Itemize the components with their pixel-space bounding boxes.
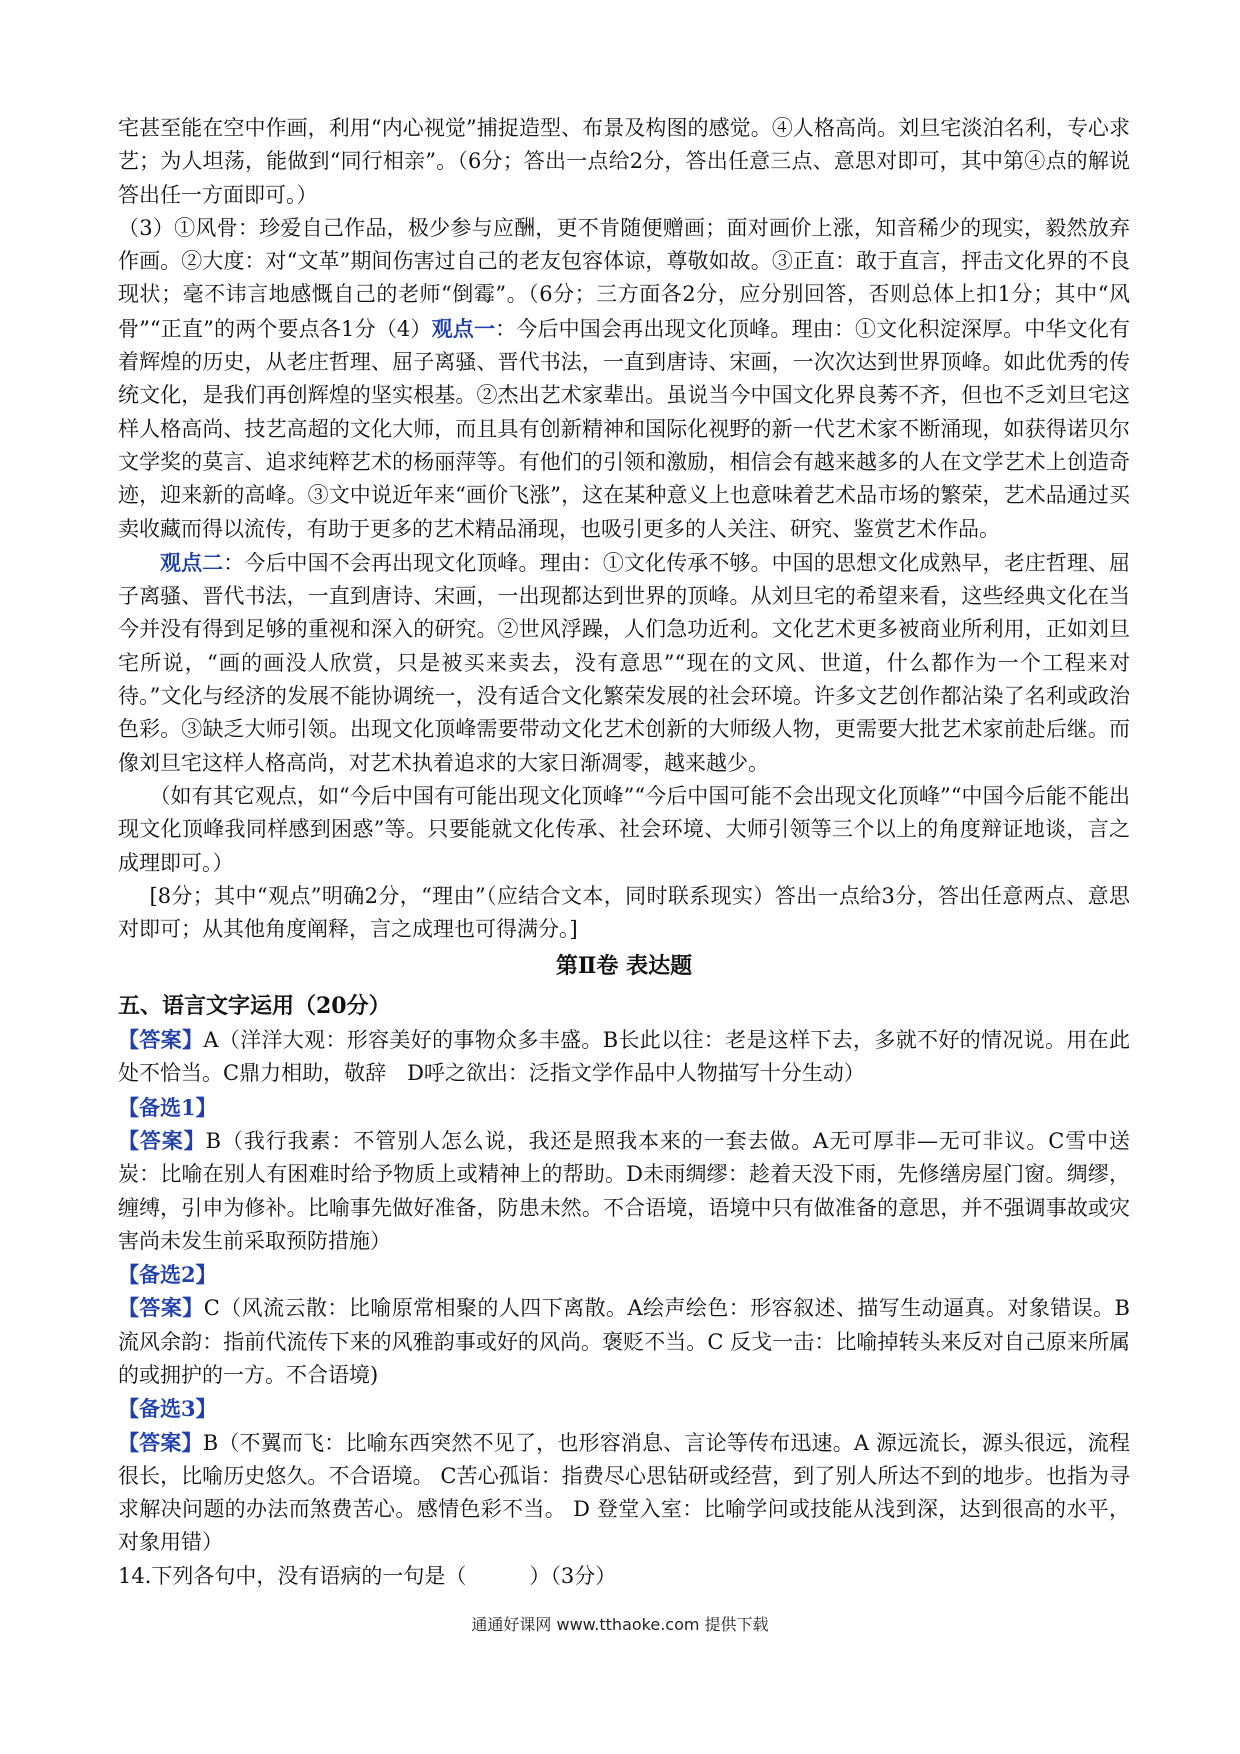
alt-3-label: 【备选3】 <box>118 1396 217 1422</box>
volume-title: 第Ⅱ卷 表达题 <box>555 953 693 980</box>
answer-label: 【答案】 <box>118 1127 206 1153</box>
answer-1: 【答案】A（洋洋大观：形容美好的事物众多丰盛。B长此以往：老是这样下去，多就不好的情况说。用在此处不恰当。C鼎力相助，敬辞 D呼之欲出：泛指文学作品中人物描写十分生动） <box>118 1027 1130 1086</box>
alt-2-label: 【备选2】 <box>118 1262 217 1288</box>
answer-4: 【答案】B（不翼而飞：比喻东西突然不见了，也形容消息、言论等传布迅速。A 源远流长，源头很远，流程很长，比喻历史悠久。不合语境。 C苦心孤诣：指费尽心思钻研或经营，到了别人所达不到的地步。也指为寻求解决问题的办法而煞费苦心。感情色彩不当。 D 登堂入室：比喻学问或技能从浅到深，达到很高的水平，对象用错） <box>118 1429 1130 1555</box>
answer-label: 【答案】 <box>118 1429 203 1455</box>
answer-label: 【答案】 <box>118 1027 204 1053</box>
paragraph-viewpoint-two: 观点二：今后中国不会再出现文化顶峰。理由：①文化传承不够。中国的思想文化成熟早，老庄哲理、屈子离骚、晋代书法，一直到唐诗、宋画，一出现都达到世界的顶峰。从刘旦宅的希望来看，这些经典文化在当今并没有得到足够的重视和深入的研究。②世风浮躁，人们急功近利。文化艺术更多被商业所利用，正如刘旦宅所说，“画的画没人欣赏，只是被买来卖去，没有意思”“现在的文风、世道，什么都作为一个工程来对待。”文化与经济的发展不能协调统一，没有适合文化繁荣发展的社会环境。许多文艺创作都沾染了名利或政治色彩。③缺乏大师引领。出现文化顶峰需要带动文化艺术创新的大师级人物，更需要大批艺术家前赴后继。而像刘旦宅这样人格高尚，对艺术执着追求的大家日渐凋零，越来越少。 <box>118 549 1131 775</box>
answer-label: 【答案】 <box>118 1295 204 1321</box>
paragraph-q3-q4: （3）①风骨：珍爱自己作品，极少参与应酬，更不肯随便赠画；面对画价上涨，知音稀少的现实，毅然放弃作画。②大度：对“文革”期间伤害过自己的老友包容体谅，尊敬如故。③正直：敢于直言，抨击文化界的不良现状；毫不讳言地感慨自己的老师“倒霉”。（6分；三方面各2分，应分别回答，否则总体上扣1分；其中“风骨”“正直”的两个要点各1分（4）观点一：今后中国会再出现文化顶峰。理由：①文化积淀深厚。中华文化有着辉煌的历史，从老庄哲理、屈子离骚、晋代书法，一直到唐诗、宋画，一次次达到世界顶峰。如此优秀的传统文化，是我们再创辉煌的坚实根基。②杰出艺术家辈出。虽说当今中国文化界良莠不齐，但也不乏刘旦宅这样人格高尚、技艺高超的文化大师，而且具有创新精神和国际化视野的新一代艺术家不断涌现，如获得诺贝尔文学奖的莫言、追求纯粹艺术的杨丽萍等。有他们的引领和激励，相信会有越来越多的人在文学艺术上创造奇迹，迎来新的高峰。③文中说近年来“画价飞涨”，这在某种意义上也意味着艺术品市场的繁荣，艺术品通过买卖收藏而得以流传，有助于更多的艺术精品涌现，也吸引更多的人关注、研究、鉴赏艺术作品。 <box>118 215 1131 541</box>
paragraph-continued: 宅甚至能在空中作画，利用“内心视觉”捕捉造型、布景及构图的感觉。④人格高尚。刘旦宅淡泊名利，专心求艺；为人坦荡，能做到“同行相亲”。（6分；答出一点给2分，答出任意三点、意思对即可，其中第④点的解说答出任一方面即可。） <box>118 116 1130 207</box>
alt-1-label: 【备选1】 <box>118 1094 217 1120</box>
viewpoint-two-label: 观点二 <box>160 549 224 575</box>
viewpoint-one-label: 观点一 <box>431 315 496 341</box>
question-14: 14.下列各句中，没有语病的一句是（ ）（3分） <box>118 1563 617 1588</box>
answer-3: 【答案】C（风流云散：比喻原常相聚的人四下离散。A绘声绘色：形容叙述、描写生动逼真。对象错误。B流风余韵：指前代流传下来的风雅韵事或好的风尚。褒贬不当。C 反戈一击：比喻掉转头来反对自己原来所属的或拥护的一方。不合语境) <box>118 1295 1130 1387</box>
document-body <box>118 112 1130 1593</box>
section-title: 五、语言文字运用（20分） <box>118 992 391 1019</box>
page-footer: 通通好课网 www.tthaoke.com 提供下载 <box>471 1615 769 1634</box>
paragraph-other-views: （如有其它观点，如“今后中国有可能出现文化顶峰”“今后中国可能不会出现文化顶峰”“中国今后能不能出现文化顶峰我同样感到困惑”等。只要能就文化传承、社会环境、大师引领等三个以上的角度辩证地谈，言之成理即可。） <box>118 783 1130 875</box>
paragraph-scoring: [8分；其中“观点”明确2分，“理由”（应结合文本，同时联系现实）答出一点给3分，答出任意两点、意思对即可；从其他角度阐释，言之成理也可得满分。] <box>118 883 1130 942</box>
answer-2: 【答案】B（我行我素：不管别人怎么说，我还是照我本来的一套去做。A无可厚非—无可非议。C雪中送炭：比喻在别人有困难时给予物质上或精神上的帮助。D未雨绸缪：趁着天没下雨，先修缮房屋门窗。绸缪，缠缚，引申为修补。比喻事先做好准备，防患未然。不合语境，语境中只有做准备的意思，并不强调事故或灾害尚未发生前采取预防措施） <box>118 1127 1130 1253</box>
